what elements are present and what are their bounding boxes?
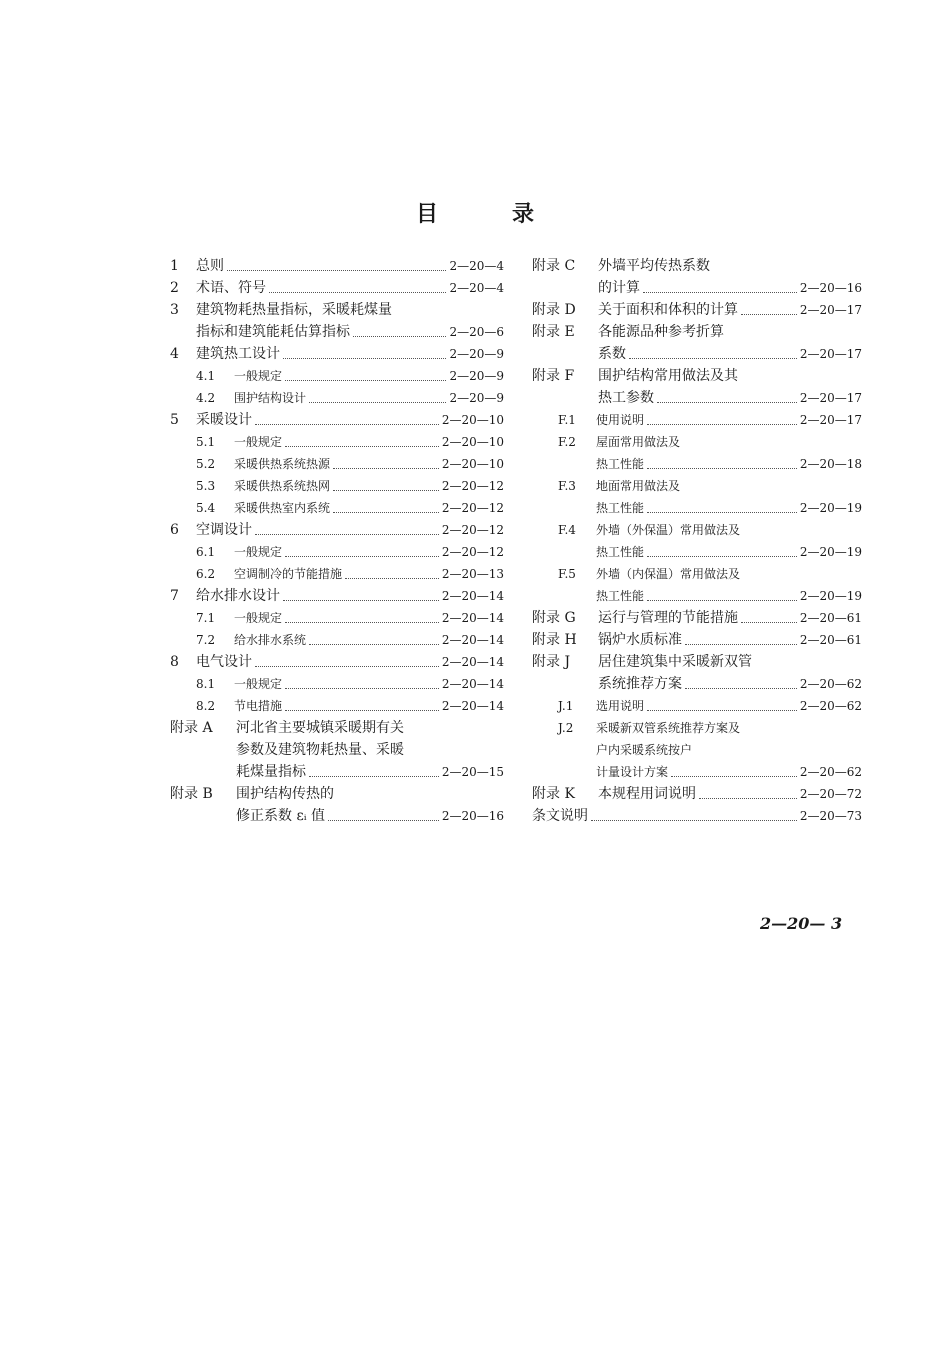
entry-number: 1 <box>170 258 179 274</box>
entry-title: 采暖供热室内系统 <box>234 501 331 515</box>
toc-entry <box>170 717 504 739</box>
toc-entry <box>532 277 862 299</box>
entry-page: 2—20—17 <box>799 347 862 361</box>
leader-dots <box>647 468 797 469</box>
leader-dots <box>285 622 439 623</box>
leader-dots <box>255 424 439 425</box>
entry-number: 4 <box>170 346 179 362</box>
entry-title: 一般规定 <box>234 611 283 625</box>
entry-title: 采暖供热系统热源 <box>234 457 331 471</box>
entry-page: 2—20—9 <box>449 369 504 383</box>
entry-title: 热工性能 <box>596 545 645 559</box>
sub-number: J.2 <box>558 721 574 735</box>
entry-page: 2—20—14 <box>441 699 504 713</box>
entry-number: 5.3 <box>196 479 216 493</box>
entry-title: 采暖供热系统热网 <box>234 479 331 493</box>
toc-entry <box>532 607 862 629</box>
entry-title: 建筑物耗热量指标，采暖耗煤量 <box>196 302 392 318</box>
entry-number: 6.2 <box>196 567 216 581</box>
leader-dots <box>285 688 439 689</box>
entry-page: 2—20—12 <box>441 479 504 493</box>
leader-dots <box>647 556 797 557</box>
entry-page: 2—20—17 <box>799 303 862 317</box>
entry-page: 2—20—14 <box>441 655 504 669</box>
entry-page: 2—20—16 <box>799 281 862 295</box>
sub-number: F.5 <box>558 567 576 581</box>
leader-dots <box>255 534 439 535</box>
toc-entry <box>532 409 862 431</box>
entry-page: 2—20—10 <box>441 435 504 449</box>
toc-entry <box>532 387 862 409</box>
toc-entry <box>532 695 862 717</box>
toc-entry <box>532 805 862 827</box>
entry-number: 3 <box>170 302 179 318</box>
entry-number: 8.2 <box>196 699 216 713</box>
entry-title: 系统推荐方案 <box>598 676 682 692</box>
entry-title: 耗煤量指标 <box>236 764 306 780</box>
toc-entry <box>532 761 862 783</box>
entry-page: 2—20—62 <box>799 677 862 691</box>
leader-dots <box>685 644 797 645</box>
toc-entry <box>532 651 862 673</box>
leader-dots <box>227 270 446 271</box>
entry-page: 2—20—12 <box>441 523 504 537</box>
entry-page: 2—20—18 <box>799 457 862 471</box>
leader-dots <box>333 490 439 491</box>
entry-page: 2—20—61 <box>799 633 862 647</box>
toc-entry <box>532 321 862 343</box>
leader-dots <box>283 600 439 601</box>
entry-title: 电气设计 <box>196 654 252 670</box>
toc-entry <box>532 739 862 761</box>
leader-dots <box>285 710 439 711</box>
entry-title: 本规程用词说明 <box>598 786 696 802</box>
appendix-label: 附录 F <box>532 368 575 384</box>
appendix-label: 附录 B <box>170 786 213 802</box>
entry-title: 节电措施 <box>234 699 283 713</box>
entry-title: 关于面积和体积的计算 <box>598 302 738 318</box>
entry-page: 2—20—13 <box>441 567 504 581</box>
toc-entry <box>532 783 862 805</box>
appendix-label: 附录 K <box>532 786 575 802</box>
leader-dots <box>309 776 439 777</box>
entry-page: 2—20—14 <box>441 677 504 691</box>
entry-page: 2—20—62 <box>799 699 862 713</box>
entry-number: 7.1 <box>196 611 216 625</box>
entry-title: 居住建筑集中采暖新双管 <box>598 654 752 670</box>
entry-title: 河北省主要城镇采暖期有关 <box>236 720 404 736</box>
toc-entry <box>170 453 504 475</box>
entry-title: 给水排水系统 <box>234 633 307 647</box>
entry-page: 2—20—12 <box>441 545 504 559</box>
toc-left-column <box>170 255 504 827</box>
appendix-label: 附录 E <box>532 324 575 340</box>
page-title <box>0 197 950 228</box>
leader-dots <box>285 446 439 447</box>
leader-dots <box>699 798 797 799</box>
toc-entry <box>170 541 504 563</box>
toc-entry <box>170 761 504 783</box>
entry-page: 2—20—9 <box>449 347 504 361</box>
leader-dots <box>741 314 797 315</box>
leader-dots <box>309 402 446 403</box>
leader-dots <box>647 600 797 601</box>
toc-entry <box>170 695 504 717</box>
entry-number: 6 <box>170 522 179 538</box>
toc-entry <box>170 475 504 497</box>
entry-number: 8 <box>170 654 179 670</box>
entry-page: 2—20—73 <box>799 809 862 823</box>
entry-title: 总则 <box>196 258 224 274</box>
entry-title: 参数及建筑物耗热量、采暖 <box>236 742 404 758</box>
leader-dots <box>685 688 797 689</box>
toc-entry <box>170 299 504 321</box>
entry-title: 建筑热工设计 <box>196 346 280 362</box>
toc-entry <box>170 365 504 387</box>
appendix-label: 附录 G <box>532 610 576 626</box>
entry-number: 7.2 <box>196 633 216 647</box>
toc-entry <box>170 805 504 827</box>
leader-dots <box>285 556 439 557</box>
entry-page: 2—20—17 <box>799 391 862 405</box>
toc-entry <box>532 717 862 739</box>
entry-title: 系数 <box>598 346 626 362</box>
entry-number: 5.2 <box>196 457 216 471</box>
entry-title: 一般规定 <box>234 435 283 449</box>
entry-title: 运行与管理的节能措施 <box>598 610 738 626</box>
leader-dots <box>345 578 439 579</box>
toc-entry <box>170 651 504 673</box>
appendix-label: 附录 C <box>532 258 576 274</box>
entry-title: 户内采暖系统按户 <box>596 743 693 757</box>
leader-dots <box>255 666 439 667</box>
entry-title: 围护结构传热的 <box>236 786 334 802</box>
entry-number: 4.2 <box>196 391 216 405</box>
leader-dots <box>328 820 439 821</box>
appendix-label: 附录 A <box>170 720 213 736</box>
sub-number: F.1 <box>558 413 576 427</box>
leader-dots <box>309 644 439 645</box>
toc-entry <box>170 629 504 651</box>
entry-title: 锅炉水质标准 <box>598 632 682 648</box>
entry-title: 热工性能 <box>596 589 645 603</box>
leader-dots <box>647 424 797 425</box>
toc-entry <box>532 629 862 651</box>
entry-title: 条文说明 <box>532 808 588 824</box>
toc-entry <box>532 497 862 519</box>
entry-page: 2—20—14 <box>441 633 504 647</box>
entry-title: 计量设计方案 <box>596 765 669 779</box>
leader-dots <box>741 622 797 623</box>
entry-title: 外墙平均传热系数 <box>598 258 710 274</box>
toc-entry <box>532 673 862 695</box>
entry-title: 热工性能 <box>596 457 645 471</box>
toc-entry <box>532 453 862 475</box>
toc-entry <box>532 365 862 387</box>
leader-dots <box>283 358 446 359</box>
entry-page: 2—20—15 <box>441 765 504 779</box>
toc-entry <box>170 673 504 695</box>
leader-dots <box>657 402 797 403</box>
entry-page: 2—20—4 <box>449 259 504 273</box>
entry-title: 修正系数 εᵢ 值 <box>236 808 325 824</box>
toc-entry <box>532 255 862 277</box>
entry-title: 一般规定 <box>234 369 283 383</box>
title-char-1: 目 <box>415 202 438 227</box>
toc-entry <box>532 585 862 607</box>
toc-entry <box>170 585 504 607</box>
appendix-label: 附录 H <box>532 632 577 648</box>
toc-entry <box>170 563 504 585</box>
toc-entry <box>170 387 504 409</box>
entry-title: 一般规定 <box>234 545 283 559</box>
entry-title: 屋面常用做法及 <box>596 435 681 449</box>
toc-entry <box>170 783 504 805</box>
leader-dots <box>629 358 797 359</box>
toc-entry <box>170 277 504 299</box>
entry-title: 选用说明 <box>596 699 645 713</box>
entry-title: 采暖新双管系统推荐方案及 <box>596 721 741 735</box>
entry-page: 2—20—61 <box>799 611 862 625</box>
toc-entry <box>170 519 504 541</box>
toc-entry <box>532 519 862 541</box>
toc-entry <box>170 739 504 761</box>
entry-title: 热工参数 <box>598 390 654 406</box>
entry-title: 使用说明 <box>596 413 645 427</box>
entry-page: 2—20—4 <box>449 281 504 295</box>
entry-title: 热工性能 <box>596 501 645 515</box>
sub-number: F.3 <box>558 479 576 493</box>
entry-page: 2—20—17 <box>799 413 862 427</box>
page-number: 2—20— 3 <box>760 914 843 933</box>
entry-number: 5.4 <box>196 501 216 515</box>
leader-dots <box>591 820 797 821</box>
entry-page: 2—20—72 <box>799 787 862 801</box>
entry-page: 2—20—12 <box>441 501 504 515</box>
entry-page: 2—20—19 <box>799 545 862 559</box>
leader-dots <box>269 292 446 293</box>
entry-title: 外墙（外保温）常用做法及 <box>596 523 741 537</box>
entry-title: 外墙（内保温）常用做法及 <box>596 567 741 581</box>
entry-page: 2—20—14 <box>441 589 504 603</box>
entry-page: 2—20—16 <box>441 809 504 823</box>
entry-page: 2—20—6 <box>449 325 504 339</box>
sub-number: J.1 <box>558 699 574 713</box>
entry-number: 5 <box>170 412 179 428</box>
entry-page: 2—20—10 <box>441 413 504 427</box>
entry-number: 2 <box>170 280 179 296</box>
sub-number: F.4 <box>558 523 576 537</box>
toc-entry <box>532 475 862 497</box>
toc-entry <box>532 343 862 365</box>
leader-dots <box>333 468 439 469</box>
entry-number: 4.1 <box>196 369 216 383</box>
toc-entry <box>532 431 862 453</box>
leader-dots <box>285 380 446 381</box>
entry-title: 给水排水设计 <box>196 588 280 604</box>
appendix-label: 附录 D <box>532 302 576 318</box>
entry-title: 指标和建筑能耗估算指标 <box>196 324 350 340</box>
entry-number: 5.1 <box>196 435 216 449</box>
toc-entry <box>170 343 504 365</box>
entry-title: 空调设计 <box>196 522 252 538</box>
toc-entry <box>532 299 862 321</box>
toc-right-column <box>532 255 862 827</box>
entry-title: 围护结构常用做法及其 <box>598 368 738 384</box>
entry-title: 地面常用做法及 <box>596 479 681 493</box>
leader-dots <box>671 776 797 777</box>
appendix-label: 附录 J <box>532 654 571 670</box>
toc-entry <box>170 321 504 343</box>
entry-title: 术语、符号 <box>196 280 266 296</box>
leader-dots <box>647 710 797 711</box>
toc-entry <box>170 497 504 519</box>
entry-title: 一般规定 <box>234 677 283 691</box>
entry-title: 采暖设计 <box>196 412 252 428</box>
entry-page: 2—20—19 <box>799 501 862 515</box>
entry-page: 2—20—62 <box>799 765 862 779</box>
toc-entry <box>170 607 504 629</box>
entry-title: 各能源品种参考折算 <box>598 324 724 340</box>
entry-number: 7 <box>170 588 179 604</box>
entry-page: 2—20—19 <box>799 589 862 603</box>
toc-entry <box>532 563 862 585</box>
entry-number: 6.1 <box>196 545 216 559</box>
leader-dots <box>643 292 797 293</box>
toc-entry <box>170 409 504 431</box>
sub-number: F.2 <box>558 435 576 449</box>
entry-page: 2—20—10 <box>441 457 504 471</box>
toc-entry <box>532 541 862 563</box>
entry-page: 2—20—9 <box>449 391 504 405</box>
leader-dots <box>647 512 797 513</box>
entry-page: 2—20—14 <box>441 611 504 625</box>
entry-number: 8.1 <box>196 677 216 691</box>
entry-title: 空调制冷的节能措施 <box>234 567 343 581</box>
toc-entry <box>170 431 504 453</box>
leader-dots <box>353 336 446 337</box>
toc-entry <box>170 255 504 277</box>
title-char-2: 录 <box>512 202 535 227</box>
entry-title: 围护结构设计 <box>234 391 307 405</box>
entry-title: 的计算 <box>598 280 640 296</box>
leader-dots <box>333 512 439 513</box>
